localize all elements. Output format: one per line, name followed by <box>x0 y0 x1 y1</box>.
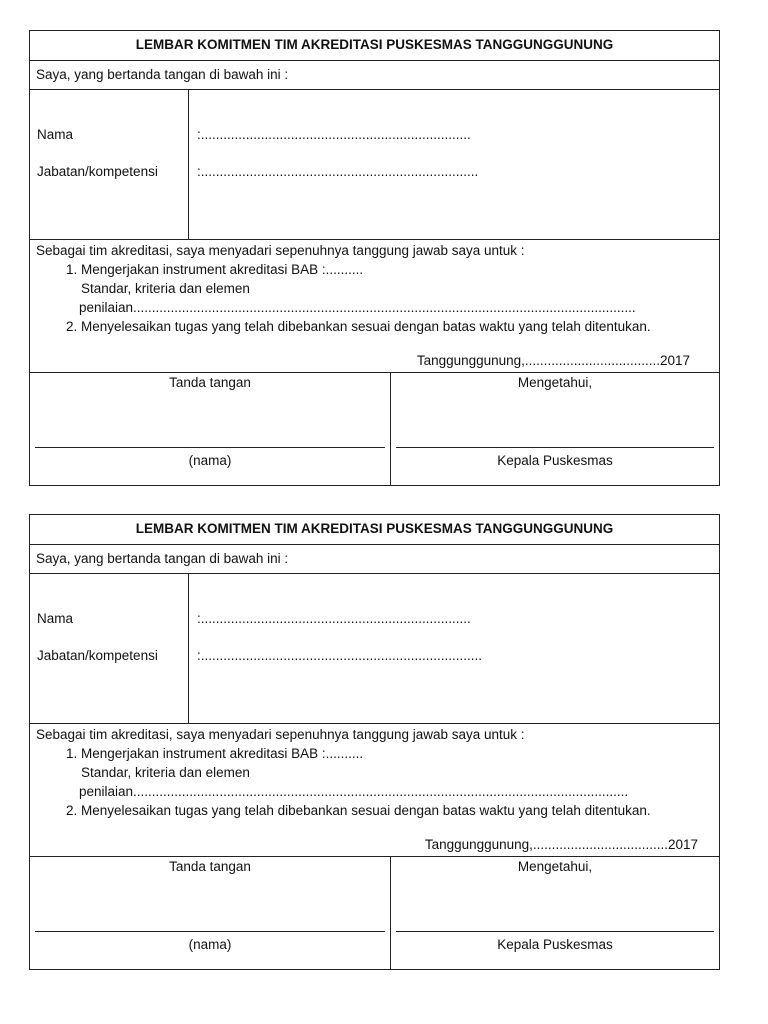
place-date-line[interactable]: Tanggunggunung,....................................2017 <box>416 353 690 368</box>
form-title: LEMBAR KOMITMEN TIM AKREDITASI PUSKESMAS TANGGUNGGUNUNG <box>30 31 719 61</box>
jabatan-field[interactable]: :.......................................................................... <box>197 164 479 179</box>
head-signature-line <box>396 931 714 932</box>
identity-labels <box>30 90 189 239</box>
item-1-line-2: Standar, kriteria dan elemen <box>81 281 250 296</box>
signature-line <box>35 931 385 932</box>
head-signature-box[interactable] <box>391 373 719 486</box>
acknowledge-label: Mengetahui, <box>517 859 593 874</box>
responsibility-statement: Sebagai tim akreditasi, saya menyadari sepenuhnya tanggung jawab saya untuk : <box>36 727 525 742</box>
nama-label: Nama <box>37 127 74 142</box>
place-date-line[interactable]: Tanggunggunung,....................................2017 <box>424 837 698 852</box>
jabatan-label: Jabatan/kompetensi <box>37 164 158 179</box>
signer-name-label: (nama) <box>188 937 232 952</box>
signature-label: Tanda tangan <box>169 859 251 874</box>
responsibility-item-2: 2. Menyelesaikan tugas yang telah dibebankan sesuai dengan batas waktu yang telah ditentukan. <box>81 801 719 820</box>
responsibility-statement: Sebagai tim akreditasi, saya menyadari sepenuhnya tanggung jawab saya untuk : <box>36 243 525 258</box>
identity-section <box>30 574 719 724</box>
item-1-line-2: Standar, kriteria dan elemen <box>81 765 250 780</box>
identity-labels <box>30 574 189 723</box>
identity-values <box>189 90 719 239</box>
signature-line <box>35 447 385 448</box>
head-signature-box[interactable] <box>391 857 719 970</box>
commitment-form-2 <box>29 514 720 970</box>
nama-field[interactable]: :........................................................................ <box>197 611 471 626</box>
form-intro: Saya, yang bertanda tangan di bawah ini : <box>30 61 719 90</box>
responsibility-list <box>36 260 719 336</box>
nama-field[interactable]: :........................................................................ <box>197 127 471 142</box>
head-title-label: Kepala Puskesmas <box>497 453 613 468</box>
responsibility-section <box>30 724 719 857</box>
responsibility-item-1 <box>81 744 719 801</box>
nama-label: Nama <box>37 611 74 626</box>
responsibility-section <box>30 240 719 373</box>
acknowledge-label: Mengetahui, <box>517 375 593 390</box>
responsibility-list <box>36 744 719 820</box>
identity-section <box>30 90 719 240</box>
form-title: LEMBAR KOMITMEN TIM AKREDITASI PUSKESMAS TANGGUNGGUNUNG <box>30 515 719 545</box>
identity-values <box>189 574 719 723</box>
item-1-line-1[interactable]: Mengerjakan instrument akreditasi BAB :.......... <box>81 262 364 277</box>
jabatan-label: Jabatan/kompetensi <box>37 648 158 663</box>
signature-section <box>30 857 719 970</box>
jabatan-field[interactable]: :........................................................................... <box>197 648 483 663</box>
item-1-line-3[interactable]: penilaian.................................................................................................................................... <box>79 784 629 799</box>
responsibility-item-1 <box>81 260 719 317</box>
head-title-label: Kepala Puskesmas <box>497 937 613 952</box>
member-signature-box[interactable] <box>30 857 391 970</box>
commitment-form-1 <box>29 30 720 486</box>
item-1-line-1[interactable]: Mengerjakan instrument akreditasi BAB :.......... <box>81 746 364 761</box>
form-intro: Saya, yang bertanda tangan di bawah ini : <box>30 545 719 574</box>
head-signature-line <box>396 447 714 448</box>
member-signature-box[interactable] <box>30 373 391 486</box>
signature-label: Tanda tangan <box>169 375 251 390</box>
item-1-line-3[interactable]: penilaian...................................................................................................................................... <box>79 300 636 315</box>
signer-name-label: (nama) <box>188 453 232 468</box>
responsibility-item-2: 2. Menyelesaikan tugas yang telah dibebankan sesuai dengan batas waktu yang telah ditentukan. <box>81 317 719 336</box>
signature-section <box>30 373 719 486</box>
